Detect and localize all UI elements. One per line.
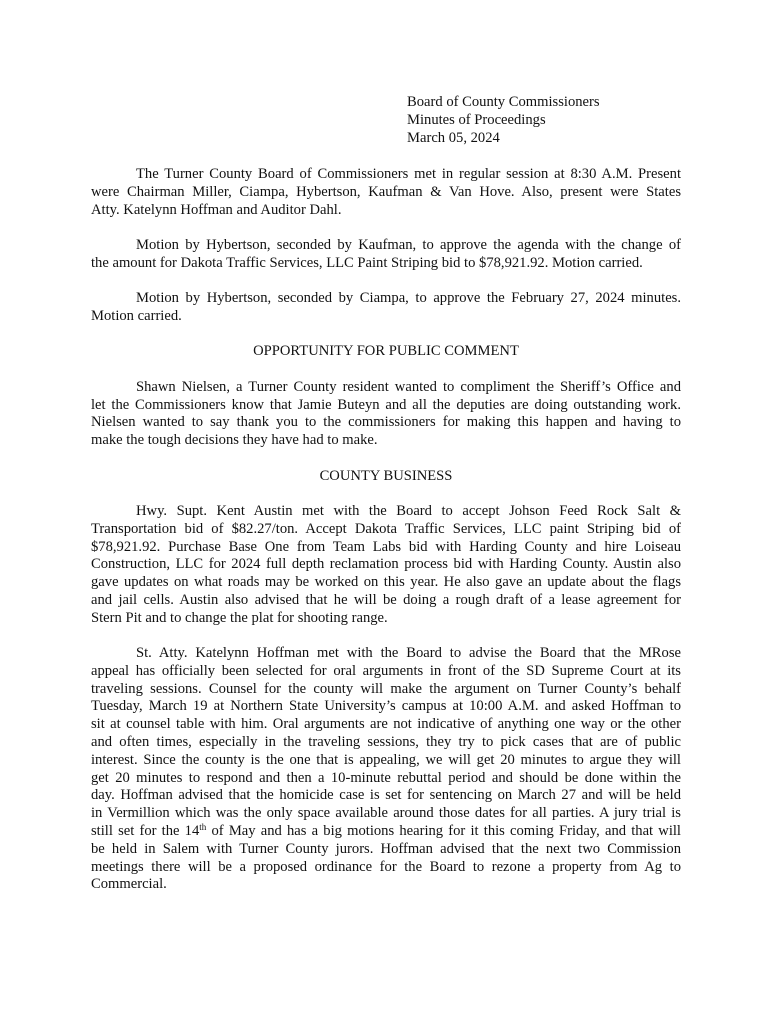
paragraph-line: traveling sessions. Counsel for the county will make the argument on Turner County’s behalf	[91, 680, 681, 697]
paragraph-line: The Turner County Board of Commissioners met in regular session at 8:30 A.M. Present	[136, 166, 681, 182]
paragraph-line: Commercial.	[91, 876, 167, 893]
paragraph-public-comment	[91, 379, 681, 450]
paragraph-line: Motion by Hybertson, seconded by Ciampa, to approve the February 27, 2024 minutes.	[136, 290, 681, 307]
paragraph-minutes-motion	[91, 290, 681, 326]
paragraph-line: interest. Since the county is the one that is appealing, we will get 20 minutes to argue they will	[91, 751, 681, 768]
paragraph-line: and jail cells. Austin also advised that he will be doing a rough draft of a lease agreement for	[91, 591, 681, 608]
paragraph-line: Motion by Hybertson, seconded by Kaufman, to approve the agenda with the change of	[136, 236, 681, 253]
line-text-after: of May and has a big motions hearing for it this coming Friday, and that will	[206, 823, 681, 840]
paragraph-line: in Vermillion which was the only space available around those dates for all parties. A jury trial is	[91, 805, 681, 822]
header-document-type: Minutes of Proceedings	[407, 111, 546, 128]
paragraph-line-with-superscript	[91, 823, 681, 841]
paragraph-line: be held in Salem with Turner County jurors. Hoffman advised that the next two Commission	[91, 840, 681, 857]
paragraph-agenda-motion	[91, 237, 681, 273]
minutes-body	[91, 166, 681, 912]
paragraph-line: Transportation bid of $82.27/ton. Accept Dakota Traffic Services, LLC paint Striping bid of	[91, 520, 681, 537]
line-text-before: still set for the 14	[91, 823, 200, 840]
paragraph-line: the amount for Dakota Traffic Services, LLC Paint Striping bid to $78,921.92. Motion carried.	[91, 254, 643, 271]
paragraph-line: let the Commissioners know that Jamie Buteyn and all the deputies are doing outstanding work.	[91, 396, 681, 413]
paragraph-line: Stern Pit and to change the plat for shooting range.	[91, 609, 388, 626]
paragraph-states-attorney-report	[91, 645, 681, 894]
paragraph-line: gave updates on what roads may be worked on this year. He also gave an update about the flags	[91, 574, 681, 591]
paragraph-line: appeal has officially been selected for oral arguments in front of the SD Supreme Court at its	[91, 662, 681, 679]
paragraph-line: day. Hoffman advised that the homicide case is set for sentencing on March 27 and will be held	[91, 787, 681, 804]
paragraph-line: get 20 minutes to respond and then a 10-minute rebuttal period and should be done within the	[91, 769, 681, 786]
paragraph-line: Hwy. Supt. Kent Austin met with the Board to accept Johson Feed Rock Salt &	[136, 502, 681, 519]
header-board-name: Board of County Commissioners	[407, 94, 600, 110]
paragraph-line: $78,921.92. Purchase Base One from Team Labs bid with Harding County and hire Loiseau	[91, 538, 681, 555]
paragraph-line: Tuesday, March 19 at Northern State University’s campus at 10:00 A.M. and asked Hoffman to	[91, 698, 681, 715]
paragraph-line: St. Atty. Katelynn Hoffman met with the Board to advise the Board that the MRose	[136, 645, 681, 662]
ordinal-suffix: th	[199, 822, 207, 833]
paragraph-line: Shawn Nielsen, a Turner County resident wanted to compliment the Sheriff’s Office and	[136, 378, 681, 395]
minutes-header	[407, 94, 737, 147]
paragraph-line: Atty. Katelynn Hoffman and Auditor Dahl.	[91, 201, 342, 218]
paragraph-line: meetings there will be a proposed ordinance for the Board to rezone a property from Ag to	[91, 858, 681, 875]
paragraph-line: were Chairman Miller, Ciampa, Hybertson, Kaufman & Van Hove. Also, present were States	[91, 183, 681, 200]
paragraph-session-opening	[91, 166, 681, 219]
paragraph-line: and often times, especially in the traveling sessions, they try to pick cases that are of public	[91, 734, 681, 751]
paragraph-line: sit at counsel table with him. Oral arguments are not indicative of anything one way or the other	[91, 716, 681, 733]
paragraph-line: make the tough decisions they have had to make.	[91, 432, 378, 449]
header-date: March 05, 2024	[407, 129, 500, 146]
paragraph-line: Construction, LLC for 2024 full depth reclamation process bid with Harding County. Austin also	[91, 556, 681, 573]
paragraph-highway-report	[91, 503, 681, 628]
section-heading-county-business: COUNTY BUSINESS	[319, 467, 453, 484]
paragraph-line: Motion carried.	[91, 307, 182, 324]
paragraph-line: Nielsen wanted to say thank you to the commissioners for making this happen and having to	[91, 414, 681, 431]
section-heading-public-comment: OPPORTUNITY FOR PUBLIC COMMENT	[253, 343, 519, 360]
